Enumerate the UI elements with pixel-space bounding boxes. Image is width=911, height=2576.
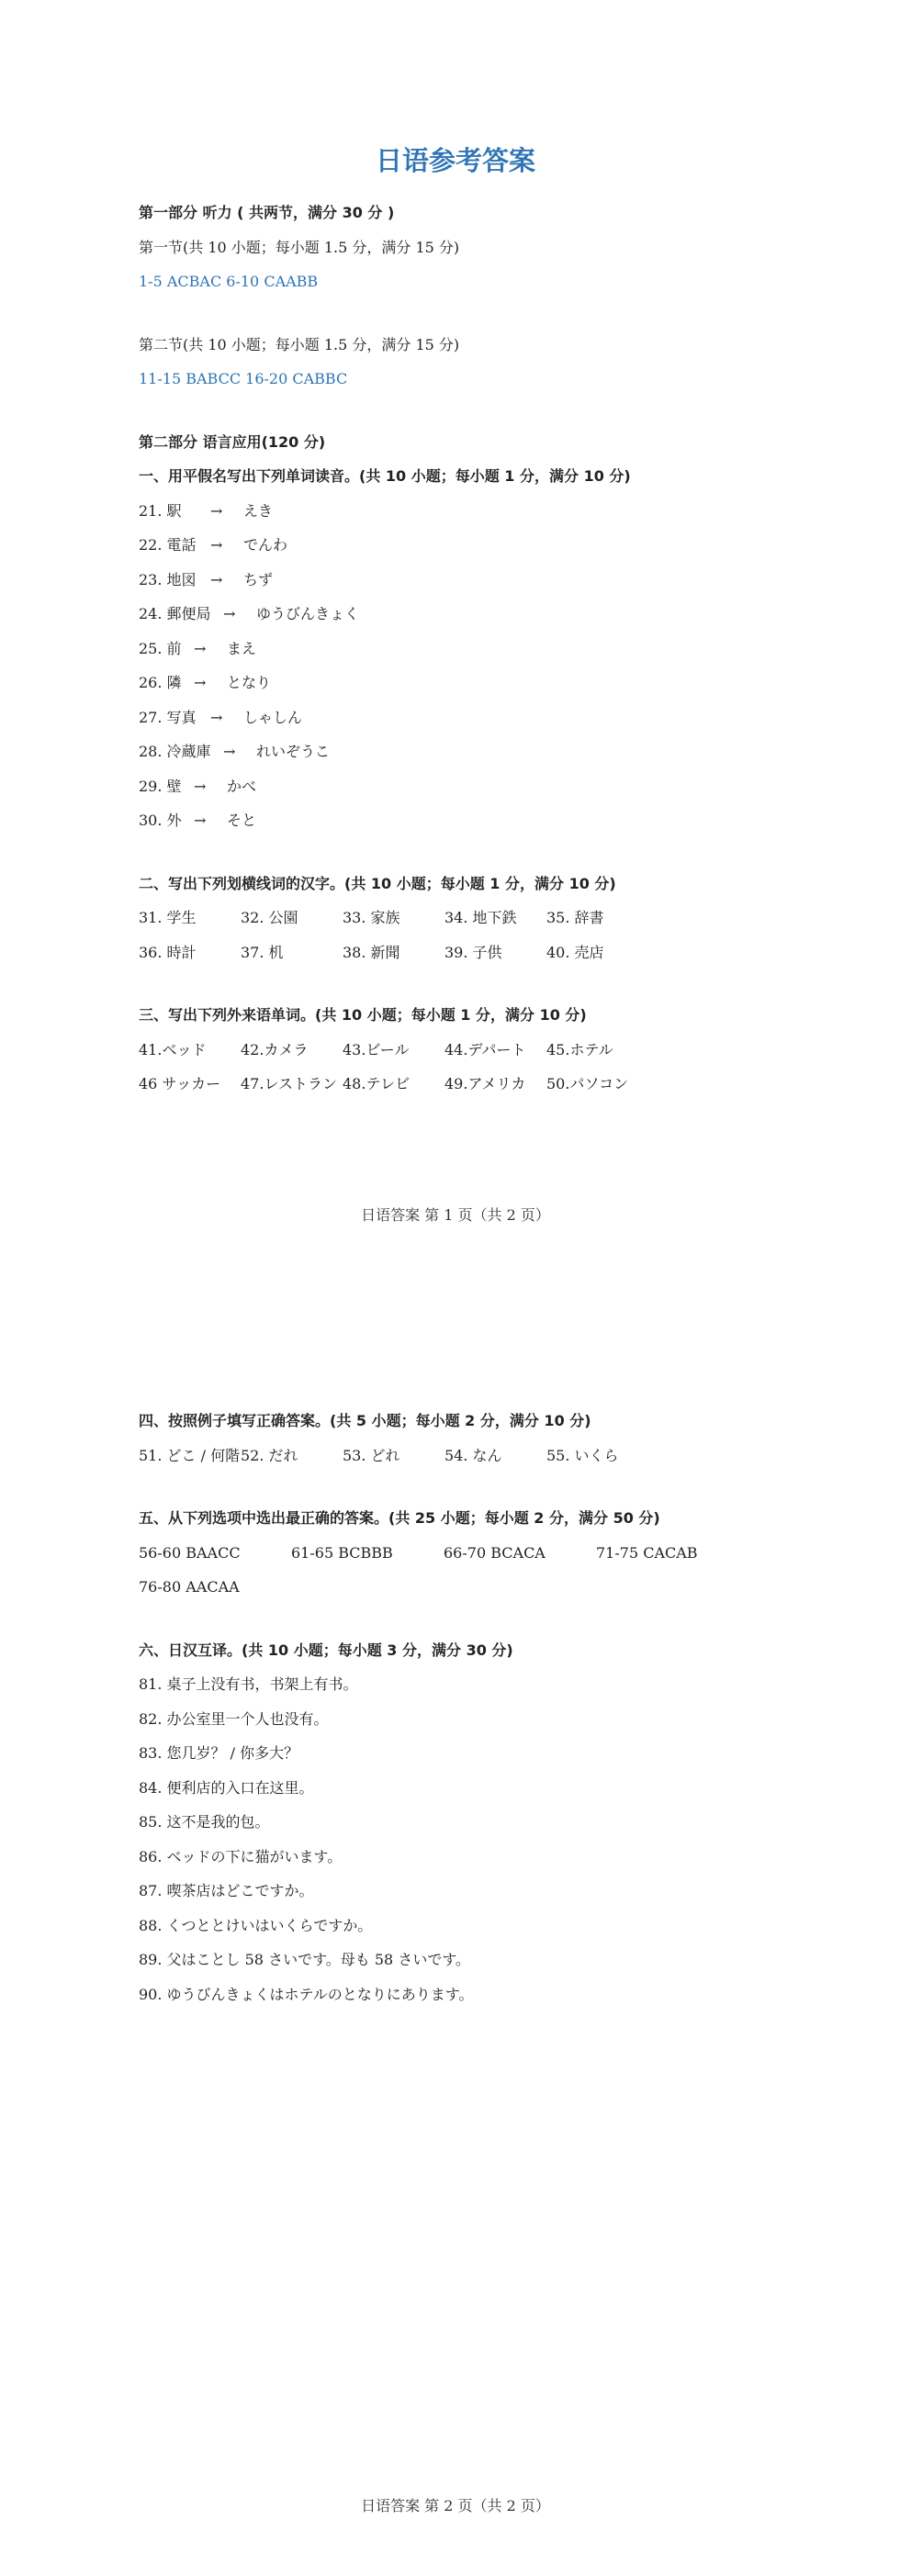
s5-row-2: 76-80 AACAA [139, 1578, 240, 1596]
s3-row-2: 46 サッカー 47.レストラン 48.テレビ 49.アメリカ 50.パソコン [139, 1075, 629, 1092]
list-item: 86. ベッドの下に猫がいます。 [139, 1847, 343, 1865]
part1-sec2-answers: 11-15 BABCC 16-20 CABBC [139, 370, 348, 387]
list-item: 90. ゆうびんきょくはホテルのとなりにあります。 [139, 1985, 474, 2003]
list-item: 82. 办公室里一个人也没有。 [139, 1709, 329, 1728]
part1-sec2-heading: 第二节(共 10 小题；每小题 1.5 分，满分 15 分) [139, 335, 460, 353]
list-item: 89. 父はことし 58 さいです。母も 58 さいです。 [139, 1951, 471, 1968]
s2-row-2: 36. 時計 37. 机 38. 新聞 39. 子供 40. 売店 [139, 943, 604, 961]
s3-row-1: 41.ベッド 42.カメラ 43.ビール 44.デパート 45.ホテル [139, 1040, 613, 1058]
list-item: 24. 郵便局 → ゆうびんきょく [139, 605, 360, 622]
page-footer: 日语答案 第 1 页（共 2 页） [361, 1206, 550, 1224]
s4-heading: 四、按照例子填写正确答案。(共 5 小题；每小题 2 分，满分 10 分) [139, 1412, 591, 1429]
list-item: 88. くつととけいはいくらですか。 [139, 1916, 373, 1934]
list-item: 26. 隣 → となり [139, 674, 272, 691]
list-item: 22. 電話 → でんわ [139, 536, 288, 554]
list-item: 23. 地図 → ちず [139, 570, 274, 588]
s5-row-1: 56-60 BAACC 61-65 BCBBB 66-70 BCACA 71-75 CACAB [139, 1543, 698, 1562]
s3-heading: 三、写出下列外来语单词。(共 10 小题；每小题 1 分，满分 10 分) [139, 1006, 587, 1024]
page-2-content [139, 1404, 801, 2011]
list-item: 28. 冷蔵庫 → れいぞうこ [139, 743, 331, 760]
part1-sec1-heading: 第一节(共 10 小题；每小题 1.5 分，满分 15 分) [139, 238, 460, 256]
s2-row-1: 31. 学生 32. 公園 33. 家族 34. 地下鉄 35. 辞書 [139, 909, 604, 926]
part1-sec1-answers: 1-5 ACBAC 6-10 CAABB [139, 273, 319, 290]
list-item: 85. 这不是我的包。 [139, 1813, 270, 1831]
list-item: 27. 写真 → しゃしん [139, 708, 303, 726]
list-item: 83. 您几岁？ / 你多大？ [139, 1744, 299, 1762]
s5-heading: 五、从下列选项中选出最正确的答案。(共 25 小题；每小题 2 分，满分 50 分) [139, 1509, 660, 1527]
part1-heading: 第一部分 听力 ( 共两节，满分 30 分 ) [139, 204, 395, 221]
list-item: 87. 喫茶店はどこですか。 [139, 1882, 314, 1899]
page-2 [0, 1288, 911, 2576]
page-1-content [139, 196, 801, 1102]
s2-heading: 二、写出下列划横线词的汉字。(共 10 小题；每小题 1 分，满分 10 分) [139, 874, 616, 892]
list-item: 21. 駅 → えき [139, 501, 274, 520]
list-item: 25. 前 → まえ [139, 639, 257, 657]
page-title: 日语参考答案 [375, 145, 535, 176]
list-item: 81. 桌子上没有书，书架上有书。 [139, 1675, 358, 1693]
list-item: 29. 壁 → かべ [139, 777, 257, 795]
list-item: 84. 便利店的入口在这里。 [139, 1778, 314, 1797]
s6-heading: 六、日汉互译。(共 10 小题；每小题 3 分，满分 30 分) [139, 1641, 513, 1659]
page-footer: 日语答案 第 2 页（共 2 页） [361, 2497, 550, 2514]
list-item: 30. 外 → そと [139, 812, 257, 829]
s1-heading: 一、用平假名写出下列单词读音。(共 10 小题；每小题 1 分，满分 10 分) [139, 467, 631, 485]
s4-row: 51. どこ / 何階 52. だれ 53. どれ 54. なん 55. いくら [139, 1446, 619, 1464]
part2-heading: 第二部分 语言应用(120 分) [139, 432, 326, 451]
